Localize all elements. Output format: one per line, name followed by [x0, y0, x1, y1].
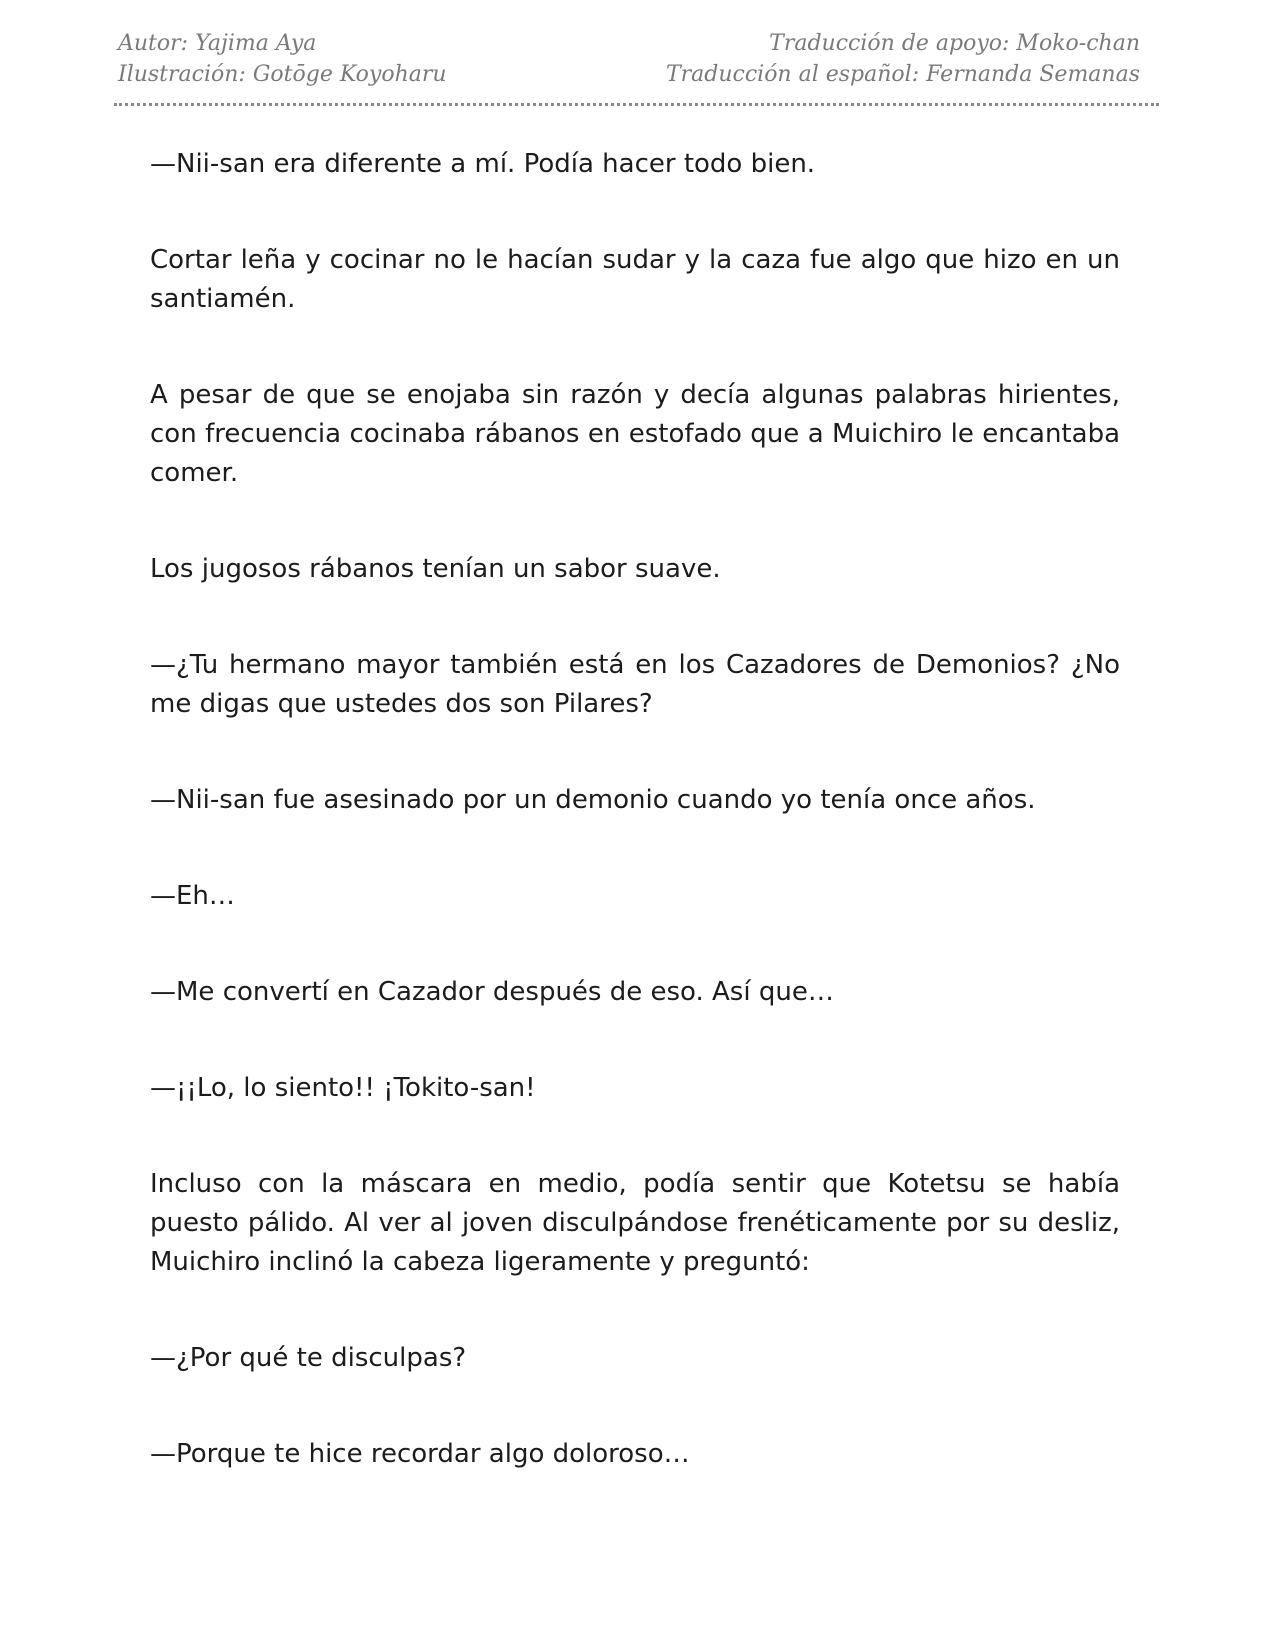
header-divider — [114, 103, 1159, 106]
paragraph: —Nii-san era diferente a mí. Podía hacer todo bien. — [150, 149, 816, 179]
paragraph: —¡¡Lo, lo siento!! ¡Tokito-san! — [150, 1073, 536, 1103]
header-credits-left — [118, 28, 447, 90]
paragraph: Los jugosos rábanos tenían un sabor suave. — [150, 554, 721, 584]
paragraph: A pesar de que se enojaba sin razón y decía algunas palabras hirientes, con frecuencia cocinaba rábanos en estofado que a Muichiro le encantaba comer. — [150, 380, 1120, 488]
paragraph: —Eh… — [150, 881, 235, 911]
paragraph: —Me convertí en Cazador después de eso. Así que… — [150, 977, 834, 1007]
paragraph: —¿Tu hermano mayor también está en los Cazadores de Demonios? ¿No me digas que ustedes dos son Pilares? — [150, 650, 1120, 719]
paragraph: —¿Por qué te disculpas? — [150, 1343, 467, 1373]
header-credits-right — [666, 28, 1140, 90]
spanish-translation-credit: Traducción al español: Fernanda Semanas — [665, 62, 1140, 87]
paragraph: Incluso con la máscara en medio, podía sentir que Kotetsu se había puesto pálido. Al ver al joven disculpándose frenéticamente por su desliz, Muichiro inclinó la cabeza ligeramente y preguntó: — [150, 1169, 1120, 1277]
paragraph: —Nii-san fue asesinado por un demonio cuando yo tenía once años. — [150, 785, 1036, 815]
illustration-credit: Ilustración: Gotōge Koyoharu — [118, 62, 447, 87]
support-translation-credit: Traducción de apoyo: Moko-chan — [769, 31, 1140, 56]
page-body-text — [150, 145, 1120, 1531]
paragraph: —Porque te hice recordar algo doloroso… — [150, 1439, 690, 1469]
author-credit: Autor: Yajima Aya — [118, 31, 317, 56]
paragraph: Cortar leña y cocinar no le hacían sudar y la caza fue algo que hizo en un santiamén. — [150, 245, 1120, 314]
page-header — [118, 28, 1140, 92]
